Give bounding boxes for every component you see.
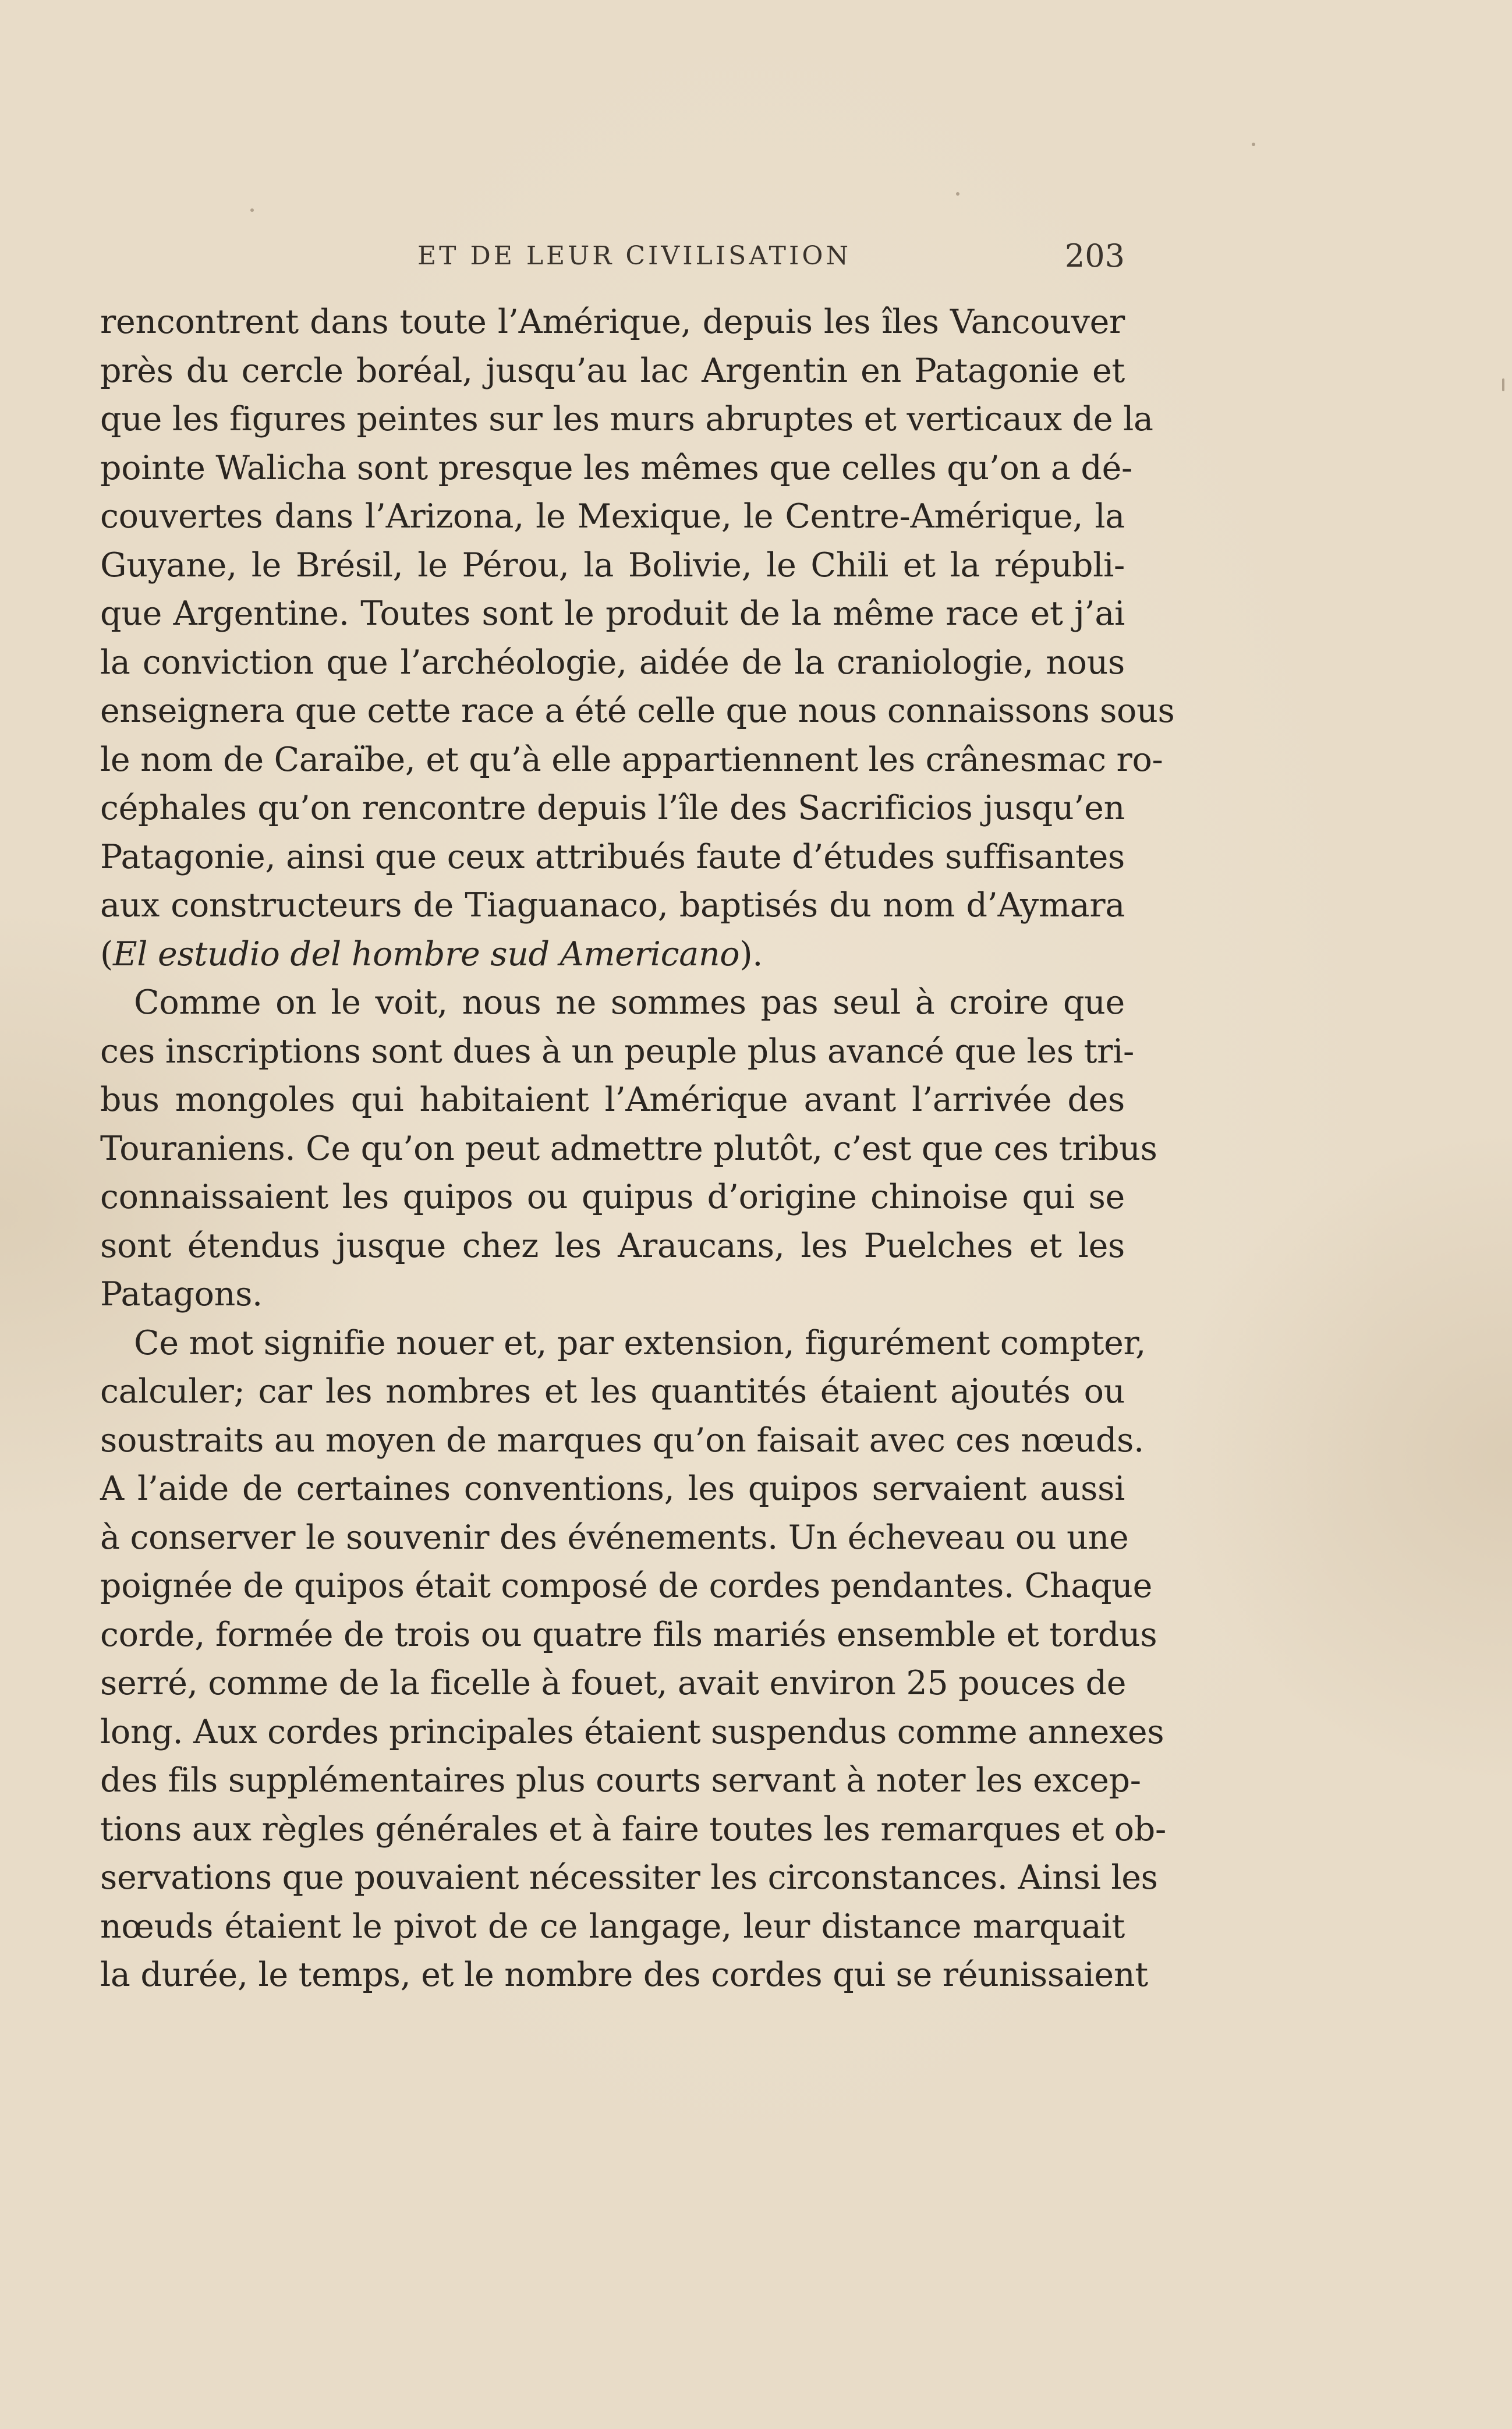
text-line: rencontrent dans toute l’Amérique, depuis les îles Vancouver [100, 303, 1125, 341]
text-line: corde, formée de trois ou quatre fils mariés ensemble et tordus [100, 1615, 1157, 1654]
paper-speck [250, 208, 254, 212]
page-header [100, 238, 1125, 278]
text-line: Comme on le voit, nous ne sommes pas seul à croire que [134, 983, 1125, 1022]
text-line: connaissaient les quipos ou quipus d’origine chinoise qui se [100, 1178, 1125, 1216]
text-line: enseignera que cette race a été celle que nous connaissons sous [100, 692, 1175, 730]
text-line: la durée, le temps, et le nombre des cordes qui se réunissaient [100, 1956, 1148, 1994]
text-line: des fils supplémentaires plus courts servant à noter les excep- [100, 1761, 1141, 1800]
text-line: Patagonie, ainsi que ceux attribués faute d’études suffisantes [100, 837, 1125, 876]
citation-title: El estudio del hombre sud Americano [112, 934, 740, 973]
text-line: serré, comme de la ficelle à fouet, avait environ 25 pouces de [100, 1664, 1127, 1702]
text-line: tions aux règles générales et à faire toutes les remarques et ob- [100, 1810, 1166, 1849]
text-line: pointe Walicha sont presque les mêmes que celles qu’on a dé- [100, 448, 1132, 487]
text-line: Touraniens. Ce qu’on peut admettre plutôt, c’est que ces tribus [100, 1129, 1157, 1168]
text-line: le nom de Caraïbe, et qu’à elle appartiennent les crânesmac ro- [100, 740, 1163, 779]
text-line: servations que pouvaient nécessiter les circonstances. Ainsi les [100, 1858, 1158, 1897]
paper-speck [1502, 378, 1504, 391]
text-line: calculer; car les nombres et les quantités étaient ajoutés ou [100, 1372, 1125, 1411]
text-line: Ce mot signifie nouer et, par extension, figurément compter, [134, 1323, 1146, 1362]
text-line: nœuds étaient le pivot de ce langage, leur distance marquait [100, 1907, 1125, 1946]
text-line: aux constructeurs de Tiaguanaco, baptisés du nom d’Aymara [100, 886, 1125, 925]
text-line: bus mongoles qui habitaient l’Amérique avant l’arrivée des [100, 1081, 1125, 1119]
text-line: long. Aux cordes principales étaient suspendus comme annexes [100, 1712, 1164, 1751]
text-line: Guyane, le Brésil, le Pérou, la Bolivie, le Chili et la républi- [100, 546, 1125, 585]
text-line: ces inscriptions sont dues à un peuple plus avancé que les tri- [100, 1032, 1134, 1071]
running-head: ET DE LEUR CIVILISATION [417, 241, 851, 271]
paper-speck [956, 192, 959, 196]
text-line: (El estudio del hombre sud Americano). [100, 934, 763, 973]
text-line: soustraits au moyen de marques qu’on faisait avec ces nœuds. [100, 1421, 1144, 1460]
text-line: A l’aide de certaines conventions, les quipos servaient aussi [100, 1470, 1125, 1508]
text-line: couvertes dans l’Arizona, le Mexique, le Centre-Amérique, la [100, 497, 1125, 536]
page-number: 203 [1064, 238, 1125, 274]
text-line: poignée de quipos était composé de cordes pendantes. Chaque [100, 1567, 1153, 1605]
text-line: sont étendus jusque chez les Araucans, les Puelches et les [100, 1226, 1125, 1265]
text-line: la conviction que l’archéologie, aidée de la craniologie, nous [100, 643, 1125, 682]
body-text [100, 298, 1175, 2000]
text-line: près du cercle boréal, jusqu’au lac Argentin en Patagonie et [100, 351, 1125, 390]
text-line: Patagons. [100, 1275, 263, 1313]
text-line: que Argentine. Toutes sont le produit de la même race et j’ai [100, 594, 1125, 633]
text-line: céphales qu’on rencontre depuis l’île des Sacrificios jusqu’en [100, 789, 1125, 827]
text-line: que les figures peintes sur les murs abruptes et verticaux de la [100, 400, 1153, 438]
paper-speck [1252, 143, 1255, 146]
text-line: à conserver le souvenir des événements. Un écheveau ou une [100, 1518, 1129, 1557]
